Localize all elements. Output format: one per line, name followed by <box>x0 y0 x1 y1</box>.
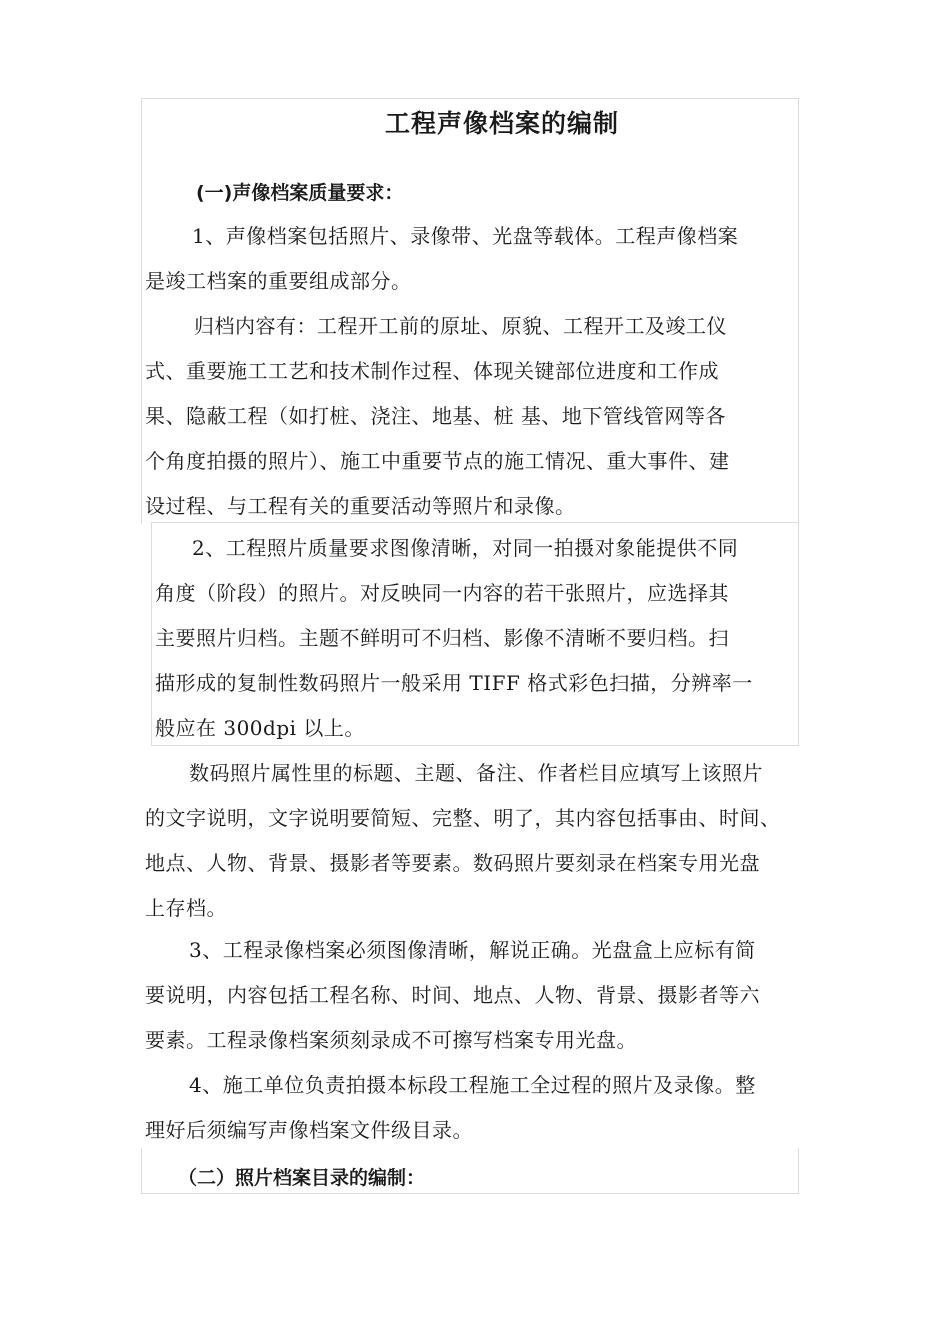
paragraph-1-line: 1、声像档案包括照片、录像带、光盘等载体。工程声像档案 <box>192 224 739 248</box>
paragraph-3-line: 角度（阶段）的照片。对反映同一内容的若干张照片，应选择其 <box>155 581 729 605</box>
paragraph-2-line: 归档内容有：工程开工前的原址、原貌、工程开工及竣工仪 <box>194 314 727 338</box>
paragraph-3-line: 般应在 300dpi 以上。 <box>155 716 365 740</box>
paragraph-2 <box>145 304 730 529</box>
paragraph-4-line: 上存档。 <box>145 896 227 920</box>
paragraph-5-line: 要说明，内容包括工程名称、时间、地点、人物、背景、摄影者等六 <box>145 983 760 1007</box>
paragraph-4 <box>145 751 781 931</box>
paragraph-2-line: 式、重要施工工艺和技术制作过程、体现关键部位进度和工作成 <box>145 359 719 383</box>
paragraph-4-line: 数码照片属性里的标题、主题、备注、作者栏目应填写上该照片 <box>189 761 763 785</box>
paragraph-5 <box>145 928 760 1063</box>
paragraph-5-line: 3、工程录像档案必须图像清晰，解说正确。光盘盒上应标有简 <box>189 938 756 962</box>
paragraph-3-line: 2、工程照片质量要求图像清晰，对同一拍摄对象能提供不同 <box>192 536 739 560</box>
paragraph-3 <box>155 526 753 751</box>
paragraph-3-line: 主要照片归档。主题不鲜明可不归档、影像不清晰不要归档。扫 <box>155 626 729 650</box>
paragraph-1 <box>145 214 738 304</box>
paragraph-5-line: 要素。工程录像档案须刻录成不可擦写档案专用光盘。 <box>145 1028 637 1052</box>
section-heading-quality-requirements: (一)声像档案质量要求： <box>196 182 404 204</box>
paragraph-6-line: 4、施工单位负责拍摄本标段工程施工全过程的照片及录像。整 <box>189 1073 756 1097</box>
paragraph-1-line: 是竣工档案的重要组成部分。 <box>145 269 412 293</box>
paragraph-6-line: 理好后须编写声像档案文件级目录。 <box>145 1118 473 1142</box>
section-heading-photo-catalog: （二）照片档案目录的编制： <box>178 1167 426 1189</box>
paragraph-6 <box>145 1063 756 1153</box>
paragraph-2-line: 设过程、与工程有关的重要活动等照片和录像。 <box>145 494 576 518</box>
paragraph-3-line: 描形成的复制性数码照片一般采用 TIFF 格式彩色扫描，分辨率一 <box>155 671 753 695</box>
paragraph-4-line: 地点、人物、背景、摄影者等要素。数码照片要刻录在档案专用光盘 <box>145 851 760 875</box>
document-title: 工程声像档案的编制 <box>384 109 619 138</box>
paragraph-2-line: 果、隐蔽工程（如打桩、浇注、地基、桩 基、地下管线管网等各 <box>145 404 726 428</box>
paragraph-4-line: 的文字说明，文字说明要简短、完整、明了，其内容包括事由、时间、 <box>145 806 781 830</box>
paragraph-2-line: 个角度拍摄的照片）、施工中重要节点的施工情况、重大事件、建 <box>145 449 730 473</box>
